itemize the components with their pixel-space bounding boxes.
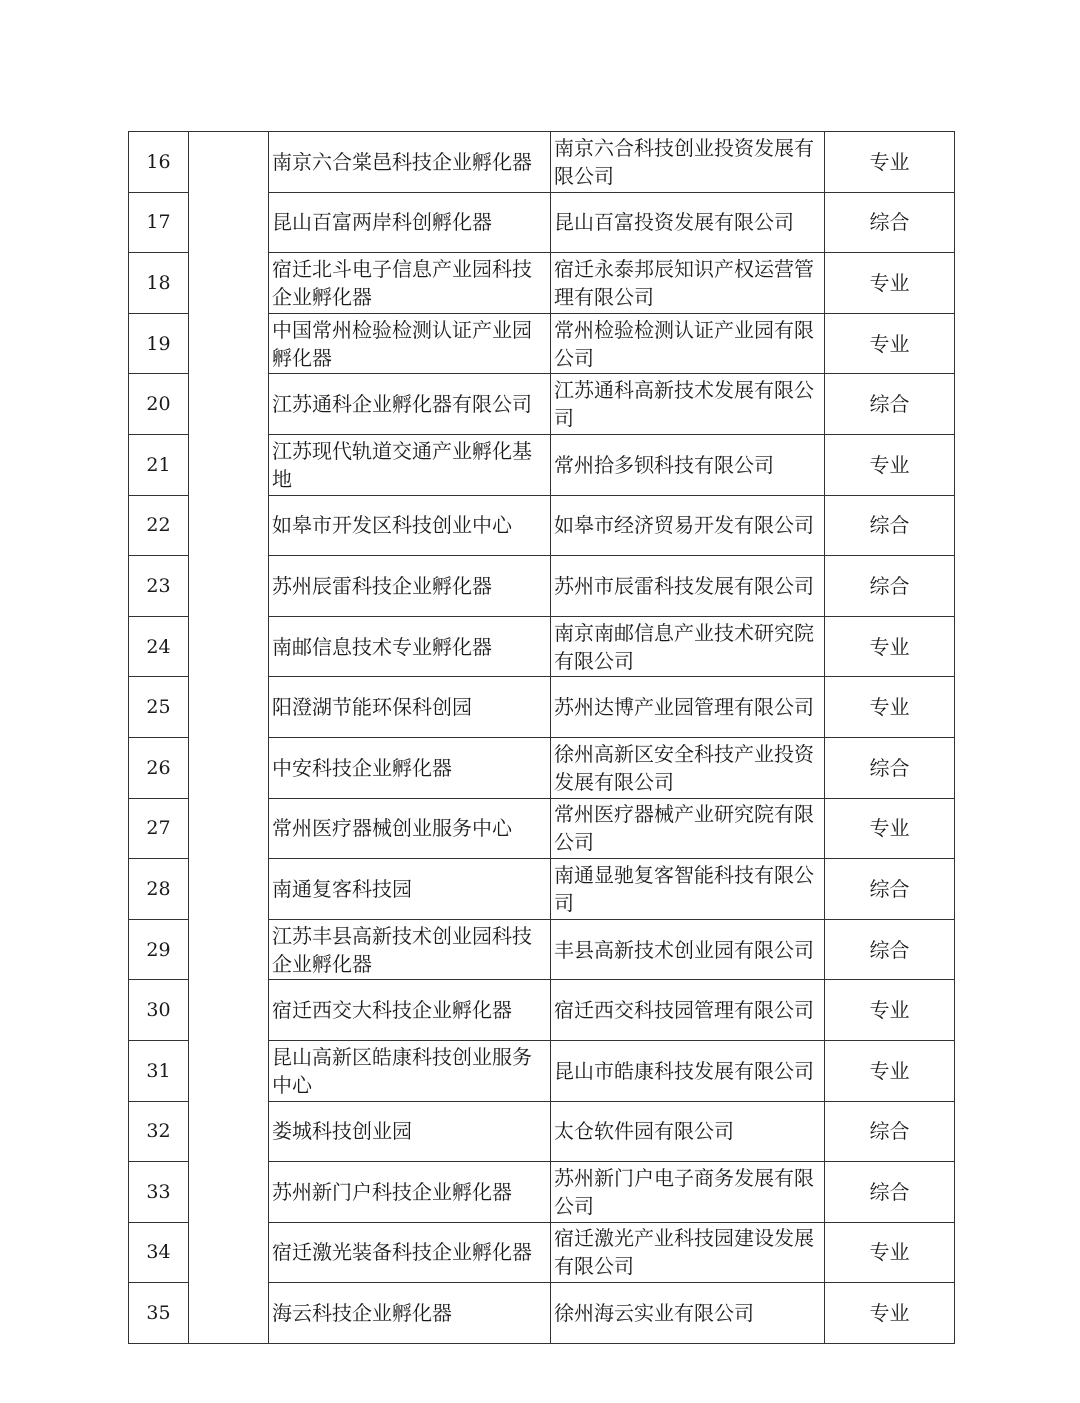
row-number: 21: [129, 434, 189, 495]
incubator-type: 专业: [825, 1283, 955, 1344]
row-number: 34: [129, 1222, 189, 1283]
row-number: 17: [129, 192, 189, 253]
operating-company: 常州拾多钡科技有限公司: [551, 434, 825, 495]
row-number: 27: [129, 798, 189, 859]
incubator-type: 综合: [825, 919, 955, 980]
incubator-type: 专业: [825, 677, 955, 738]
row-number: 26: [129, 737, 189, 798]
operating-company: 宿迁永泰邦辰知识产权运营管理有限公司: [551, 253, 825, 314]
operating-company: 江苏通科高新技术发展有限公司: [551, 374, 825, 435]
operating-company: 常州检验检测认证产业园有限公司: [551, 313, 825, 374]
row-number: 23: [129, 556, 189, 617]
operating-company: 如皋市经济贸易开发有限公司: [551, 495, 825, 556]
incubator-type: 综合: [825, 737, 955, 798]
incubator-name: 常州医疗器械创业服务中心: [269, 798, 551, 859]
row-number: 28: [129, 859, 189, 920]
incubator-type: 专业: [825, 313, 955, 374]
incubator-name: 海云科技企业孵化器: [269, 1283, 551, 1344]
operating-company: 宿迁西交科技园管理有限公司: [551, 980, 825, 1041]
incubator-name: 如皋市开发区科技创业中心: [269, 495, 551, 556]
incubator-name: 南通复客科技园: [269, 859, 551, 920]
table-body: [129, 132, 955, 1344]
row-number: 32: [129, 1101, 189, 1162]
incubator-name: 宿迁激光装备科技企业孵化器: [269, 1222, 551, 1283]
incubator-name: 江苏通科企业孵化器有限公司: [269, 374, 551, 435]
operating-company: 南京六合科技创业投资发展有限公司: [551, 132, 825, 193]
incubator-name: 娄城科技创业园: [269, 1101, 551, 1162]
row-number: 31: [129, 1040, 189, 1101]
row-number: 30: [129, 980, 189, 1041]
operating-company: 宿迁激光产业科技园建设发展有限公司: [551, 1222, 825, 1283]
incubator-name: 中安科技企业孵化器: [269, 737, 551, 798]
operating-company: 苏州市辰雷科技发展有限公司: [551, 556, 825, 617]
incubator-type: 专业: [825, 798, 955, 859]
incubator-name: 南京六合棠邑科技企业孵化器: [269, 132, 551, 193]
incubator-type: 专业: [825, 434, 955, 495]
incubator-type: 综合: [825, 1162, 955, 1223]
row-number: 16: [129, 132, 189, 193]
operating-company: 苏州新门户电子商务发展有限公司: [551, 1162, 825, 1223]
table-row: [129, 132, 955, 193]
incubator-name: 江苏丰县高新技术创业园科技企业孵化器: [269, 919, 551, 980]
incubator-name: 中国常州检验检测认证产业园孵化器: [269, 313, 551, 374]
operating-company: 常州医疗器械产业研究院有限公司: [551, 798, 825, 859]
incubator-name: 苏州辰雷科技企业孵化器: [269, 556, 551, 617]
row-number: 33: [129, 1162, 189, 1223]
row-number: 20: [129, 374, 189, 435]
incubator-name: 宿迁西交大科技企业孵化器: [269, 980, 551, 1041]
incubator-name: 宿迁北斗电子信息产业园科技企业孵化器: [269, 253, 551, 314]
incubator-name: 阳澄湖节能环保科创园: [269, 677, 551, 738]
incubator-type: 综合: [825, 192, 955, 253]
operating-company: 徐州高新区安全科技产业投资发展有限公司: [551, 737, 825, 798]
operating-company: 太仓软件园有限公司: [551, 1101, 825, 1162]
operating-company: 南通显驰复客智能科技有限公司: [551, 859, 825, 920]
incubator-type: 专业: [825, 1040, 955, 1101]
incubator-type: 专业: [825, 980, 955, 1041]
row-number: 19: [129, 313, 189, 374]
incubator-type: 专业: [825, 253, 955, 314]
incubator-type: 综合: [825, 859, 955, 920]
incubator-type: 专业: [825, 1222, 955, 1283]
operating-company: 南京南邮信息产业技术研究院有限公司: [551, 616, 825, 677]
operating-company: 昆山百富投资发展有限公司: [551, 192, 825, 253]
row-number: 22: [129, 495, 189, 556]
merged-category-cell: [189, 132, 269, 1344]
operating-company: 丰县高新技术创业园有限公司: [551, 919, 825, 980]
incubator-type: 专业: [825, 616, 955, 677]
incubator-name: 南邮信息技术专业孵化器: [269, 616, 551, 677]
incubator-type: 综合: [825, 495, 955, 556]
operating-company: 昆山市皓康科技发展有限公司: [551, 1040, 825, 1101]
incubator-table: [128, 131, 955, 1344]
incubator-type: 专业: [825, 132, 955, 193]
operating-company: 苏州达博产业园管理有限公司: [551, 677, 825, 738]
incubator-name: 昆山高新区皓康科技创业服务中心: [269, 1040, 551, 1101]
incubator-type: 综合: [825, 374, 955, 435]
incubator-name: 江苏现代轨道交通产业孵化基地: [269, 434, 551, 495]
row-number: 25: [129, 677, 189, 738]
row-number: 35: [129, 1283, 189, 1344]
incubator-name: 昆山百富两岸科创孵化器: [269, 192, 551, 253]
incubator-type: 综合: [825, 1101, 955, 1162]
row-number: 24: [129, 616, 189, 677]
row-number: 18: [129, 253, 189, 314]
incubator-name: 苏州新门户科技企业孵化器: [269, 1162, 551, 1223]
incubator-type: 综合: [825, 556, 955, 617]
row-number: 29: [129, 919, 189, 980]
operating-company: 徐州海云实业有限公司: [551, 1283, 825, 1344]
